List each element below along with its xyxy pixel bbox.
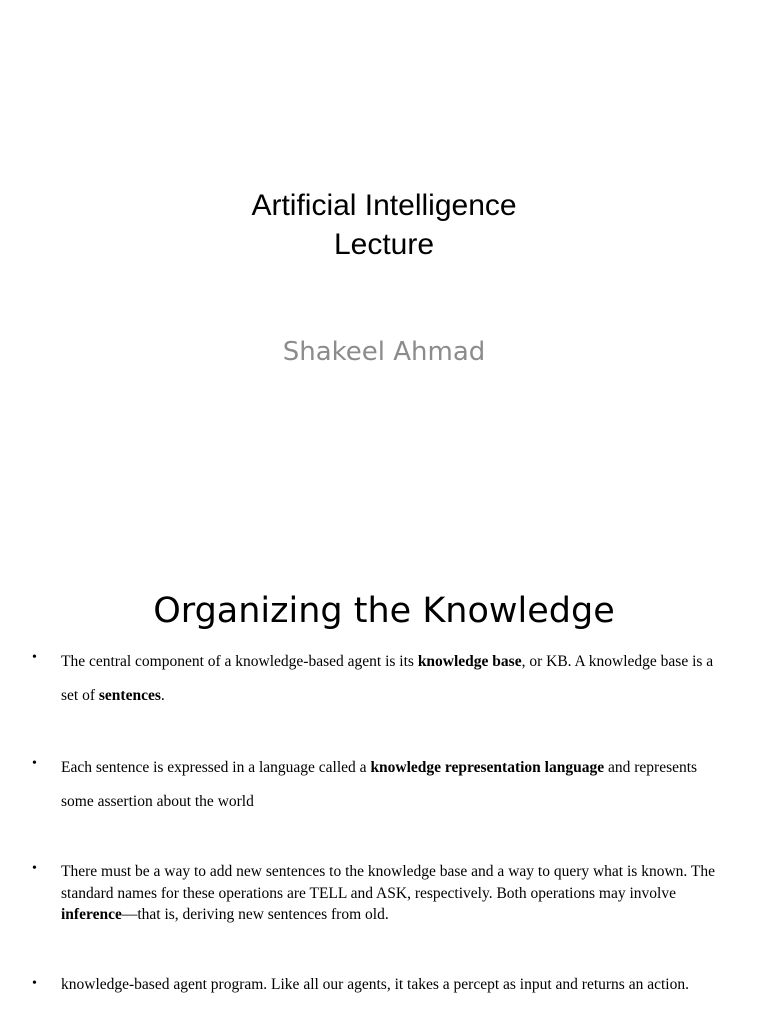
text-run: and represents some assertion about the world <box>61 759 698 810</box>
bullet-dot-icon: • <box>32 861 37 876</box>
bullet-dot-icon: • <box>32 650 37 665</box>
bullet-text <box>61 861 726 926</box>
text-run: —that is, deriving new sentences from old. <box>121 906 389 923</box>
bullet-text <box>61 645 726 713</box>
lecture-title-line-2: Lecture <box>333 228 435 261</box>
bold-term: sentences <box>98 687 161 704</box>
slide-title: Organizing the Knowledge <box>153 591 615 631</box>
bullet-dot-icon: • <box>32 976 37 991</box>
lecture-title <box>0 186 768 264</box>
lecture-title-line-1: Artificial Intelligence <box>251 189 517 222</box>
text-run: There must be a way to add new sentences to the knowledge base and a way to query what is known. The standard names for these operations are TELL and ASK, respectively. Both operations may involve <box>61 863 715 902</box>
text-run: The central component of a knowledge-based agent is its <box>61 653 418 670</box>
bullet-text <box>61 751 726 819</box>
text-run: knowledge-based agent program. Like all our agents, it takes a percept as input and returns an action. <box>61 976 689 993</box>
text-run: , or KB. A knowledge base is a set of <box>61 653 714 704</box>
bold-term: knowledge base <box>417 653 522 670</box>
text-run: . <box>160 687 165 704</box>
text-run: Each sentence is expressed in a language called a <box>61 759 371 776</box>
author-name: Shakeel Ahmad <box>282 337 486 367</box>
bullet-dot-icon: • <box>32 756 37 771</box>
bold-term: inference <box>61 906 122 923</box>
bullet-text <box>61 974 726 996</box>
bold-term: knowledge representation language <box>370 759 605 776</box>
